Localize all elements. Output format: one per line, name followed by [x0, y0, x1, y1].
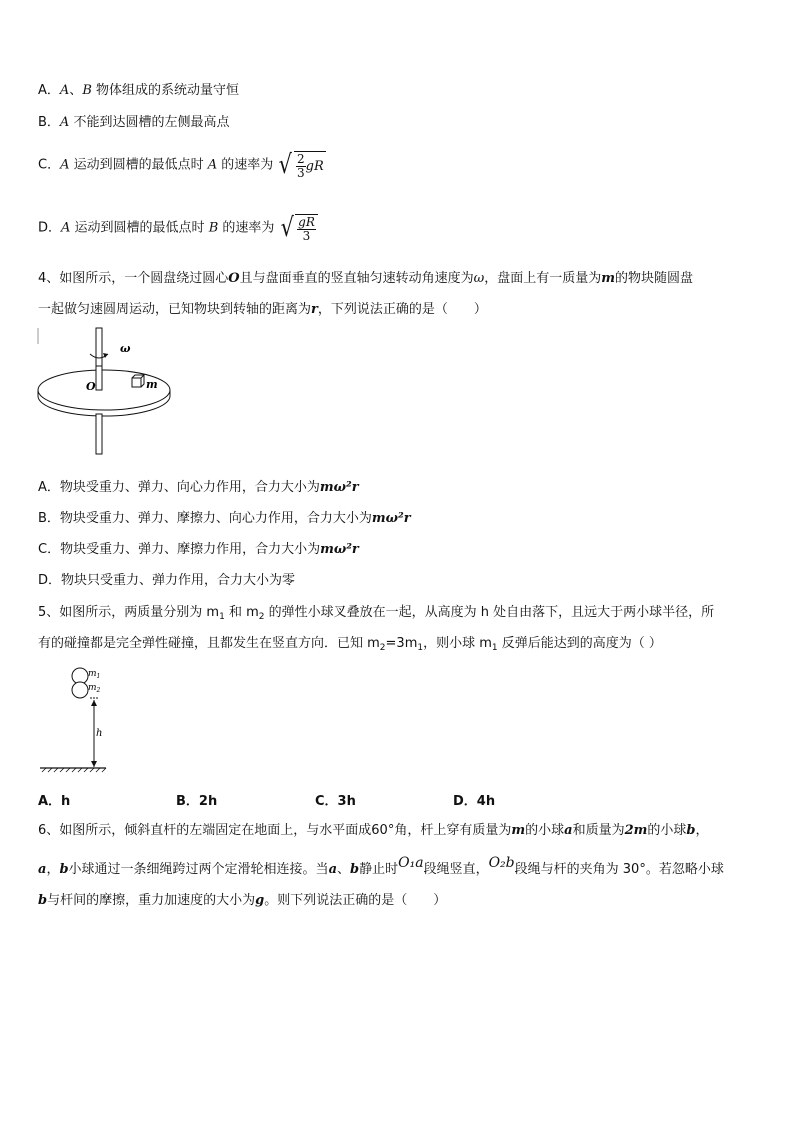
- text: ，则小球 m: [423, 636, 492, 651]
- text: ，: [46, 862, 60, 877]
- option-text: 物体组成的系统动量守恒: [96, 83, 240, 98]
- q5-stem-line1: [38, 604, 714, 626]
- var-a: A: [61, 220, 71, 236]
- formula: mω²r: [371, 511, 411, 526]
- o-label: O: [86, 380, 96, 393]
- var-b: b: [59, 862, 69, 877]
- frac-denominator: 3: [297, 165, 305, 180]
- option-text: A．物块受重力、弹力、向心力作用，合力大小为: [38, 480, 320, 495]
- omega-label: ω: [120, 342, 131, 355]
- q5-option-c: C．3h: [315, 794, 356, 809]
- segment-o2b: O₂b: [488, 855, 515, 871]
- var-r: r: [311, 302, 318, 317]
- formula: mω²r: [320, 542, 359, 557]
- text: =3m: [385, 636, 418, 651]
- text: 有的碰撞都是完全弹性碰撞，且都发生在竖直方向．已知 m: [38, 636, 380, 651]
- var-m: m: [601, 271, 616, 286]
- var-b: b: [38, 893, 48, 908]
- text: 反弹后能达到的高度为（ ）: [497, 636, 662, 651]
- subscript: 1: [219, 612, 225, 622]
- text: 和 m: [224, 605, 259, 620]
- q3-option-a: [38, 82, 239, 100]
- m2-letter: m: [88, 683, 97, 693]
- segment-o1a: O₁a: [398, 855, 424, 871]
- text: 与杆间的摩擦，重力加速度的大小为: [47, 893, 256, 908]
- text: 角，杆上穿有质量为: [394, 823, 512, 838]
- subscript: 2: [258, 612, 265, 622]
- text: ，下列说法正确的是（ ）: [317, 302, 487, 317]
- q5-option-d: D．4h: [453, 794, 496, 809]
- q3-option-d: [38, 213, 318, 243]
- var-b: B: [208, 220, 219, 236]
- option-text: C．物块受重力、弹力、摩擦力作用，合力大小为: [38, 542, 321, 557]
- option-prefix: D．: [38, 220, 62, 236]
- frac-denominator: 3: [302, 228, 311, 243]
- var-a: A: [59, 83, 70, 98]
- text: 的小球: [647, 823, 687, 838]
- var-g: g: [255, 893, 265, 908]
- var-a: A: [60, 157, 70, 173]
- option-text: B．物块受重力、弹力、摩擦力、向心力作用，合力大小为: [38, 511, 372, 526]
- q5-stem-line2: [38, 635, 662, 657]
- q6-stem-line1: [38, 822, 709, 840]
- var-a: a: [38, 862, 47, 877]
- sqrt-formula: √ $\frac{2}{3}$ gR: [279, 150, 324, 180]
- text: 的弹性小球叉叠放在一起，从高度为 h 处自由落下，且远大于两小球半径，所: [264, 605, 715, 620]
- var-2m: 2m: [624, 823, 648, 838]
- q4-option-a: [38, 479, 359, 497]
- q3-option-b: [38, 114, 229, 132]
- text: 6、如图所示，倾斜直杆的左端固定在地面上，与水平面成: [38, 823, 372, 838]
- text: 5、如图所示，两质量分别为 m: [38, 605, 220, 620]
- m1-letter: m: [88, 669, 97, 679]
- option-prefix: A．: [38, 83, 60, 98]
- q6-stem-line2: [38, 855, 724, 879]
- text: 4、如图所示，一个圆盘绕过圆心: [38, 271, 229, 286]
- formula: mω²r: [319, 480, 359, 495]
- q3-option-c: [38, 150, 326, 180]
- var-a: a: [564, 823, 573, 838]
- q5-option-b: B．2h: [176, 794, 218, 809]
- rotating-disk-figure: [34, 326, 184, 456]
- sqrt-formula: √ $\frac{gR}{3}$: [279, 213, 318, 243]
- subscript: 2: [379, 643, 386, 653]
- option-text: D．物块只受重力、弹力作用，合力大小为零: [38, 573, 296, 588]
- option-text: 的速率为: [222, 220, 275, 236]
- text: ，: [695, 823, 709, 838]
- var-b: B: [82, 83, 92, 98]
- q4-stem-line2: [38, 301, 487, 319]
- var-b: b: [350, 862, 360, 877]
- option-text: 不能到达圆槽的左侧最高点: [73, 115, 230, 130]
- stacked-balls-figure: [38, 666, 108, 776]
- m2-label: [88, 683, 101, 694]
- option-text: 运动到圆槽的最低点时: [74, 220, 205, 236]
- text: 。则下列说法正确的是（ ）: [264, 893, 447, 908]
- h-label: h: [96, 728, 103, 739]
- text: 且与盘面垂直的竖直轴匀速转动角速度为: [239, 271, 474, 286]
- text: 段绳竖直，: [423, 862, 489, 877]
- formula-tail: gR: [305, 158, 324, 174]
- angle-value: 60°: [371, 823, 395, 838]
- text: 和质量为: [572, 823, 625, 838]
- q4-option-c: [38, 541, 359, 559]
- frac-numerator: 2: [297, 151, 305, 166]
- text: 的物块随圆盘: [615, 271, 694, 286]
- text: 、: [337, 862, 351, 877]
- var-a: A: [207, 157, 218, 173]
- text: 一起做匀速圆周运动，已知物块到转轴的距离为: [38, 302, 312, 317]
- q4-stem-line1: [38, 270, 693, 288]
- q6-stem-line3: [38, 892, 446, 910]
- subscript: 1: [491, 643, 498, 653]
- subscript: 1: [417, 643, 424, 653]
- var-b: b: [686, 823, 696, 838]
- text: 小球通过一条细绳跨过两个定滑轮相连接。当: [68, 862, 329, 877]
- m-label: m: [146, 378, 158, 391]
- frac-numerator: gR: [298, 214, 315, 229]
- separator: 、: [69, 83, 83, 98]
- var-a: A: [59, 115, 70, 130]
- q4-option-b: [38, 510, 411, 528]
- text: 段绳与杆的夹角为 30°。若忽略小球: [514, 862, 724, 877]
- option-prefix: B．: [38, 115, 60, 130]
- var-omega: ω: [473, 271, 485, 286]
- m1-sub: 1: [96, 673, 101, 680]
- text: 的小球: [525, 823, 565, 838]
- m2-sub: 2: [96, 687, 101, 694]
- text: 静止时: [359, 862, 399, 877]
- option-prefix: C．: [38, 157, 61, 173]
- var-m: m: [511, 823, 526, 838]
- q4-option-d: [38, 572, 295, 590]
- var-a: a: [328, 862, 337, 877]
- option-text: 运动到圆槽的最低点时: [73, 157, 204, 173]
- q5-option-a: A．h: [38, 794, 71, 809]
- option-text: 的速率为: [221, 157, 274, 173]
- m1-label: [88, 669, 100, 680]
- text: ，盘面上有一质量为: [484, 271, 602, 286]
- var-o: O: [228, 271, 240, 286]
